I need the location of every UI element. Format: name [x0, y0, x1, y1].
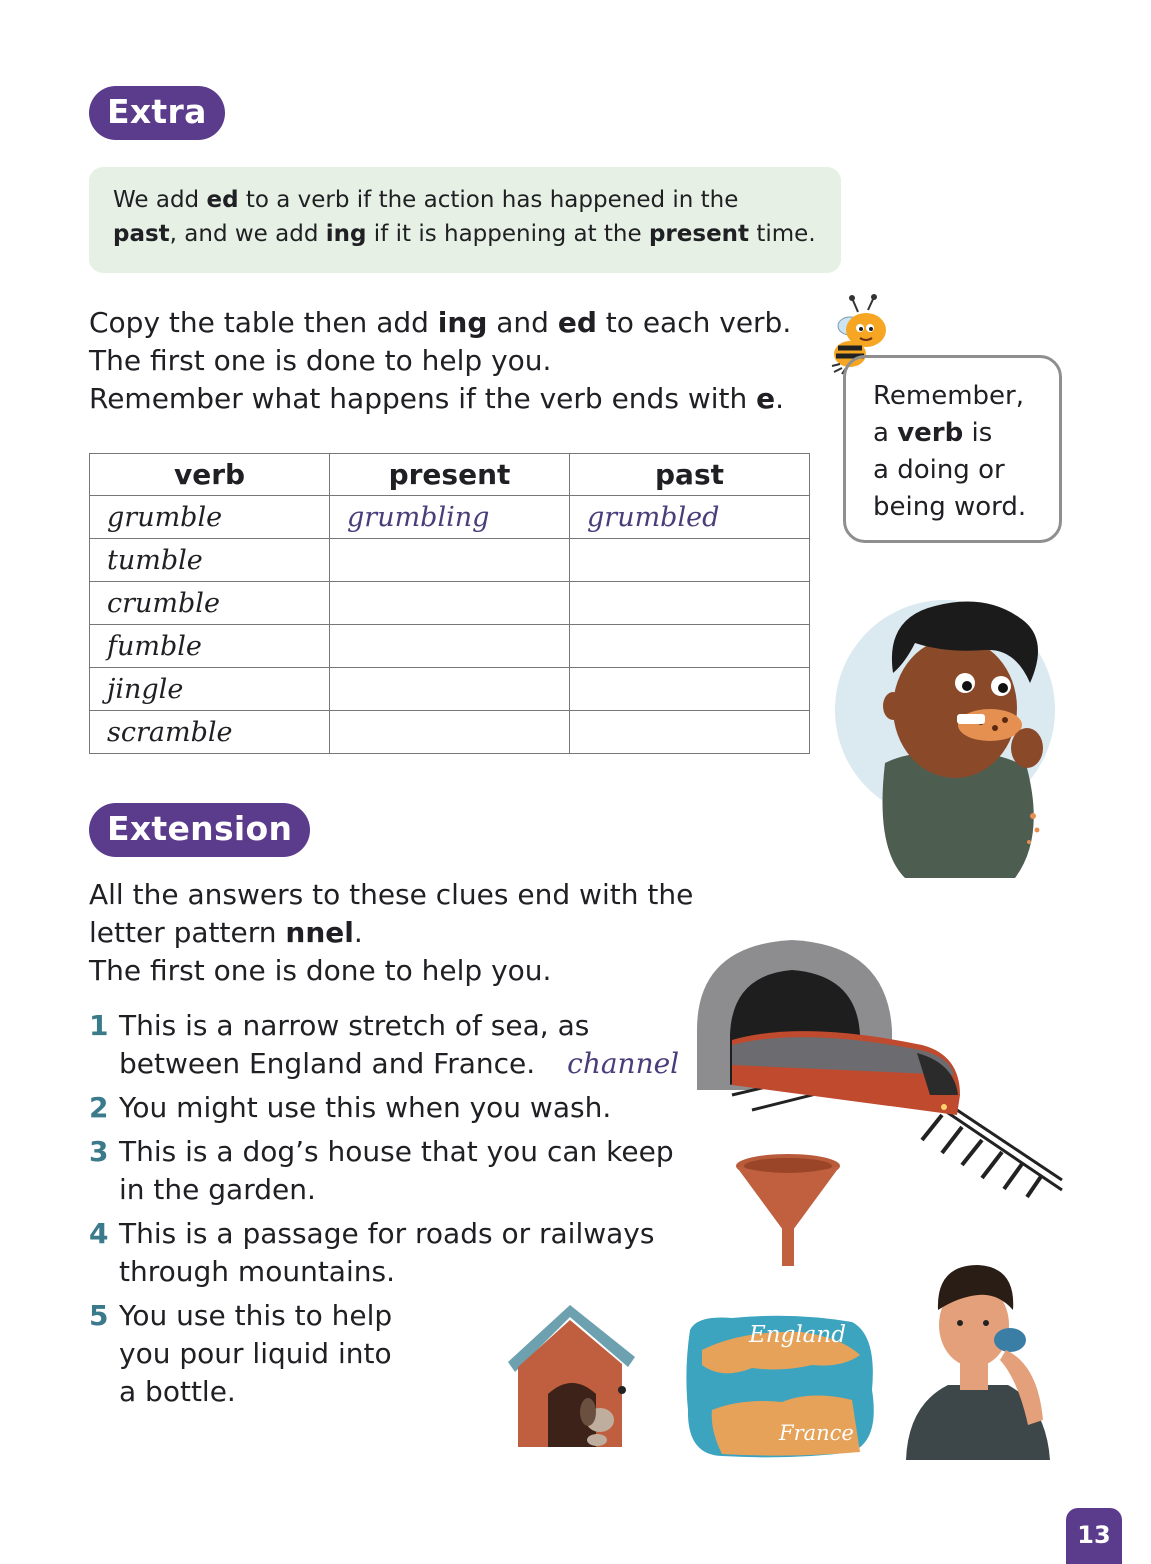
verb-cell: jingle: [90, 668, 330, 711]
header-verb: verb: [90, 454, 330, 496]
present-cell: [330, 582, 570, 625]
past-cell: [570, 625, 810, 668]
map-label-england: England: [749, 1322, 846, 1348]
clue-item: 1 This is a narrow stretch of sea, as between England and France. channel: [89, 1009, 680, 1080]
extension-intro: All the answers to these clues end with the letter pattern nnel. The first one is done to help you.: [89, 878, 694, 987]
verb-cell: tumble: [90, 539, 330, 582]
clue-number: 5: [89, 1299, 109, 1332]
clue-number: 2: [89, 1091, 109, 1124]
verb-cell: scramble: [90, 711, 330, 754]
past-cell: [570, 582, 810, 625]
clue-number: 3: [89, 1135, 109, 1168]
verb-reminder-bubble: Remember, a verb is a doing or being word.: [843, 355, 1062, 543]
past-cell: [570, 668, 810, 711]
table-row: [90, 582, 810, 625]
clue-number: 4: [89, 1217, 109, 1250]
boy-eating-illustration: [815, 588, 1075, 888]
table-row: [90, 668, 810, 711]
channel-map-illustration: [682, 1310, 882, 1460]
past-cell: grumbled: [570, 496, 810, 539]
table-header-row: [90, 454, 810, 496]
past-cell: [570, 539, 810, 582]
clue-item: 5 You use this to help you pour liquid into a bottle.: [89, 1299, 393, 1408]
verb-cell: crumble: [90, 582, 330, 625]
verb-cell: grumble: [90, 496, 330, 539]
present-cell: [330, 711, 570, 754]
table-row: [90, 711, 810, 754]
header-present: present: [330, 454, 570, 496]
verb-table: [89, 453, 810, 754]
clue-item: 3 This is a dog’s house that you can keep in the garden.: [89, 1135, 674, 1206]
clue-answer: channel: [567, 1047, 680, 1080]
funnel-icon: [733, 1152, 843, 1267]
present-cell: [330, 668, 570, 711]
table-row: [90, 625, 810, 668]
extra-instructions: Copy the table then add ing and ed to each verb. The first one is done to help you. Remember what happens if the verb ends with e.: [89, 306, 792, 415]
map-label-france: France: [779, 1421, 854, 1445]
rule-note: We add ed to a verb if the action has happened in the past, and we add ing if it is happening at the present time.: [89, 167, 841, 273]
page-number: 13: [1066, 1508, 1122, 1564]
man-washing-illustration: [898, 1255, 1058, 1465]
header-past: past: [570, 454, 810, 496]
clue-item: 2 You might use this when you wash.: [89, 1089, 679, 1127]
present-cell: [330, 539, 570, 582]
verb-cell: fumble: [90, 625, 330, 668]
clue-item: 4 This is a passage for roads or railways through mountains.: [89, 1217, 655, 1288]
kennel-illustration: [500, 1302, 640, 1452]
extra-badge: Extra: [89, 86, 225, 140]
extension-badge: Extension: [89, 803, 310, 857]
clue-number: 1: [89, 1009, 109, 1042]
table-row: [90, 496, 810, 539]
present-cell: grumbling: [330, 496, 570, 539]
present-cell: [330, 625, 570, 668]
past-cell: [570, 711, 810, 754]
table-row: [90, 539, 810, 582]
